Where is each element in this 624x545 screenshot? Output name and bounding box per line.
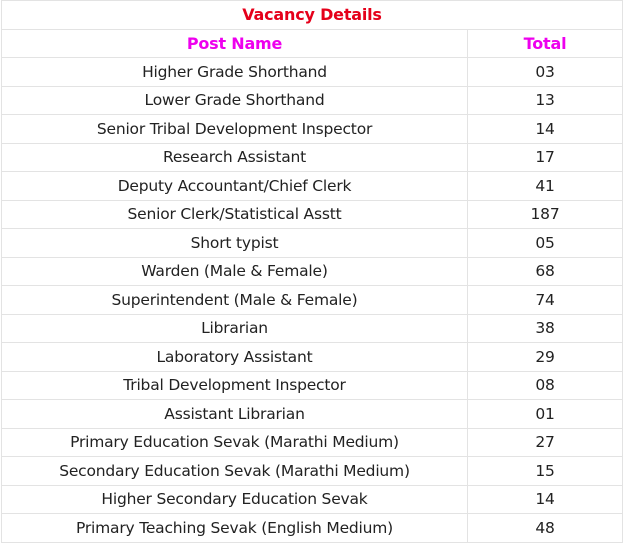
post-name-cell: Assistant Librarian [2, 400, 468, 429]
post-name-cell: Short typist [2, 229, 468, 258]
post-name-cell: Laboratory Assistant [2, 343, 468, 372]
post-name-cell: Superintendent (Male & Female) [2, 286, 468, 315]
post-name-cell: Higher Grade Shorthand [2, 58, 468, 87]
header-post-name: Post Name [2, 29, 468, 58]
total-cell: 14 [468, 485, 623, 514]
total-cell: 48 [468, 514, 623, 543]
table-row [2, 514, 623, 543]
post-name-cell: Deputy Accountant/Chief Clerk [2, 172, 468, 201]
table-row [2, 314, 623, 343]
post-name-cell: Senior Clerk/Statistical Asstt [2, 200, 468, 229]
post-name-cell: Librarian [2, 314, 468, 343]
table-row [2, 115, 623, 144]
total-cell: 29 [468, 343, 623, 372]
total-cell: 68 [468, 257, 623, 286]
header-total: Total [468, 29, 623, 58]
table-title: Vacancy Details [2, 1, 623, 30]
post-name-cell: Warden (Male & Female) [2, 257, 468, 286]
table-row [2, 257, 623, 286]
title-row [2, 1, 623, 30]
table-row [2, 343, 623, 372]
total-cell: 03 [468, 58, 623, 87]
total-cell: 14 [468, 115, 623, 144]
table-row [2, 400, 623, 429]
total-cell: 41 [468, 172, 623, 201]
total-cell: 05 [468, 229, 623, 258]
table-row [2, 428, 623, 457]
table-row [2, 86, 623, 115]
post-name-cell: Higher Secondary Education Sevak [2, 485, 468, 514]
table-row [2, 286, 623, 315]
table-row [2, 58, 623, 87]
table-row [2, 485, 623, 514]
total-cell: 01 [468, 400, 623, 429]
post-name-cell: Senior Tribal Development Inspector [2, 115, 468, 144]
post-name-cell: Secondary Education Sevak (Marathi Medium) [2, 457, 468, 486]
table-row [2, 371, 623, 400]
table-row [2, 457, 623, 486]
total-cell: 08 [468, 371, 623, 400]
total-cell: 27 [468, 428, 623, 457]
total-cell: 74 [468, 286, 623, 315]
post-name-cell: Primary Education Sevak (Marathi Medium) [2, 428, 468, 457]
total-cell: 13 [468, 86, 623, 115]
table-row [2, 172, 623, 201]
total-cell: 187 [468, 200, 623, 229]
total-cell: 15 [468, 457, 623, 486]
post-name-cell: Primary Teaching Sevak (English Medium) [2, 514, 468, 543]
post-name-cell: Tribal Development Inspector [2, 371, 468, 400]
table-row [2, 229, 623, 258]
post-name-cell: Lower Grade Shorthand [2, 86, 468, 115]
total-cell: 17 [468, 143, 623, 172]
table-row [2, 200, 623, 229]
post-name-cell: Research Assistant [2, 143, 468, 172]
total-cell: 38 [468, 314, 623, 343]
vacancy-table [1, 0, 623, 543]
header-row [2, 29, 623, 58]
table-row [2, 143, 623, 172]
